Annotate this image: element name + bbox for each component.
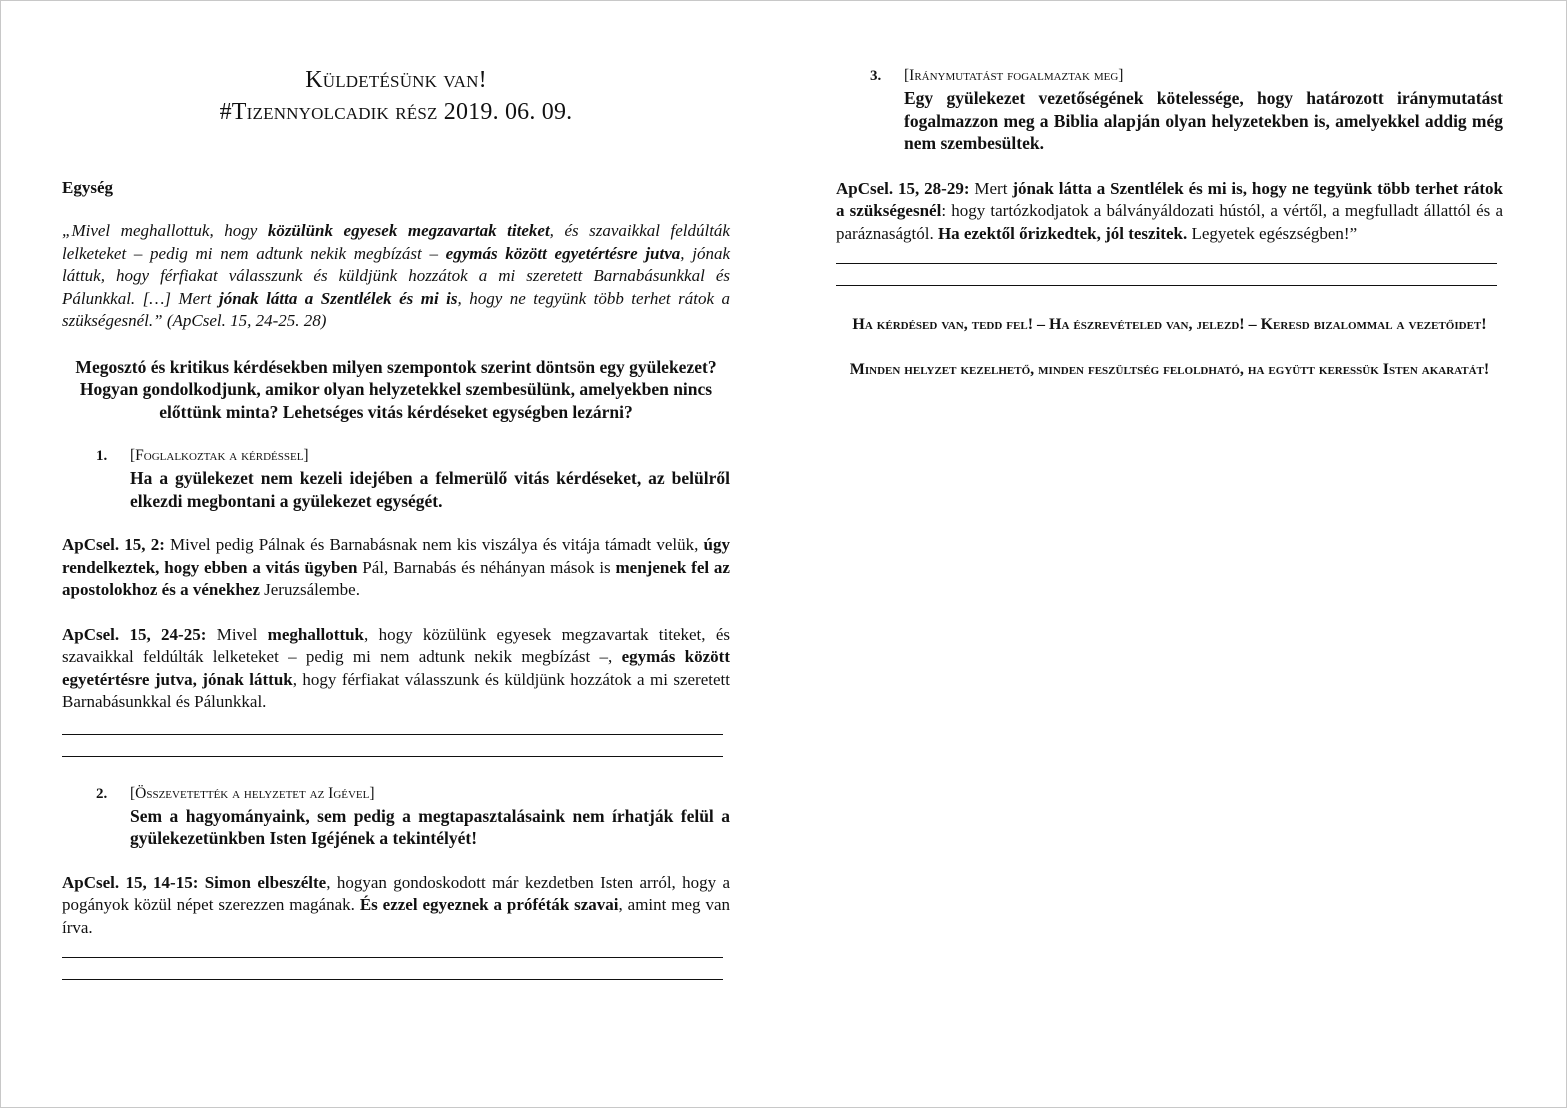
bold-text-run: ApCsel. 15, 14-15: Simon elbeszélte bbox=[62, 872, 327, 892]
text-run: , jónak láttuk, hogy férfiakat válasszunk és küldjünk hozzátok a mi szeretett Barnabásunkkal és Pálunkkal. […] Mert bbox=[62, 243, 730, 308]
text-run: „Mivel meghallottuk, hogy bbox=[62, 221, 268, 240]
bold-text-run: jónak látta a Szentlélek és mi is, hogy ne tegyünk több terhet rátok a szükségesnél bbox=[836, 178, 1504, 220]
bold-text-run: közülünk egyesek megzavartak titeket bbox=[267, 221, 550, 240]
right-column bbox=[836, 60, 1503, 381]
text-run: Mert bbox=[969, 178, 1013, 198]
text-run: , hogy férfiakat válasszunk és küldjünk hozzátok a mi szeretett Barnabásunkkal és Pálunkkal. bbox=[62, 669, 730, 711]
motto-questions: Ha kérdésed van, tedd fel! – Ha észrevételed van, jelezd! – Keresd bizalommal a vezetőidet! bbox=[852, 316, 1487, 333]
note-line bbox=[62, 756, 723, 757]
note-line bbox=[836, 285, 1497, 286]
bold-text-run: meghallottuk bbox=[267, 624, 365, 644]
point-number: 3. bbox=[870, 68, 882, 84]
bold-text-run: egymás között egyetértésre jutva, jónak láttuk bbox=[62, 647, 730, 689]
note-line bbox=[62, 957, 723, 958]
motto-unity: Minden helyzet kezelhető, minden feszültség feloldható, ha együtt keressük Isten akaratát! bbox=[849, 361, 1490, 378]
verse-acts-15-28-29 bbox=[836, 178, 1503, 246]
bold-text-run: ApCsel. 15, 24-25: bbox=[62, 624, 207, 644]
bold-text-run: És ezzel egyeznek a próféták szavai bbox=[359, 895, 619, 914]
point-label: [Foglalkoztak a kérdéssel] bbox=[130, 447, 309, 464]
point-number: 2. bbox=[96, 785, 108, 802]
title-line-2: #Tizennyolcadik rész 2019. 06. 09. bbox=[219, 99, 573, 125]
discussion-question: Megosztó és kritikus kérdésekben milyen szempontok szerint döntsön egy gyülekezet? Hogyan gondolkodjunk, amikor olyan helyzetekkel szembesülünk, amelyekben nincs előttünk minta? Lehetséges vitás kérdéseket egységben lezárni? bbox=[75, 356, 717, 422]
title-line-1: Küldetésünk van! bbox=[305, 67, 487, 93]
section-heading: Egység bbox=[62, 178, 113, 197]
note-lines bbox=[62, 734, 730, 757]
point-3 bbox=[870, 65, 1503, 155]
verse-acts-15-14-15 bbox=[62, 872, 730, 940]
text-run: , és szavaikkal feldúlták lelketeket – pedig mi nem adtunk nekik megbízást – bbox=[62, 221, 730, 263]
point-1 bbox=[96, 445, 730, 512]
text-run: , amint meg van írva. bbox=[62, 895, 730, 937]
point-text: Sem a hagyományaink, sem pedig a megtapasztalásaink nem írhatják felül a gyülekezetünkben Isten Igéjének a tekintélyét! bbox=[130, 805, 730, 848]
point-text: Ha a gyülekezet nem kezeli idejében a felmerülő vitás kérdéseket, az belülről elkezdi megbontani a gyülekezet egységét. bbox=[130, 468, 730, 511]
point-label: [Összevetették a helyzetet az Igével] bbox=[130, 784, 375, 802]
text-run: , hogy közülünk egyesek megzavartak titeket, és szavaikkal feldúlták lelketeket – pedig mi nem adtunk nekik megbízást –, bbox=[62, 624, 731, 666]
bold-text-run: úgy rendelkeztek, hogy ebben a vitás ügyben bbox=[62, 535, 730, 577]
note-line bbox=[836, 263, 1497, 264]
note-lines bbox=[836, 263, 1503, 286]
bold-text-run: ApCsel. 15, 28-29: bbox=[836, 178, 970, 198]
text-run: Jeruzsálembe. bbox=[259, 580, 360, 599]
verse-acts-15-24-25 bbox=[62, 624, 730, 714]
note-line bbox=[62, 734, 723, 735]
page-title bbox=[62, 64, 730, 128]
point-2 bbox=[96, 783, 730, 850]
left-column bbox=[62, 60, 730, 980]
note-lines bbox=[62, 957, 730, 980]
text-run: Legyetek egészségben!” bbox=[1187, 223, 1358, 243]
text-run: Mivel pedig Pálnak és Barnabásnak nem kis viszálya és vitája támadt velük, bbox=[164, 535, 704, 554]
text-run: Mivel bbox=[206, 624, 268, 644]
bold-text-run: Ha ezektől őrizkedtek, jól teszitek. bbox=[937, 223, 1188, 243]
text-run: Pál, Barnabás és néhányan mások is bbox=[357, 557, 616, 577]
intro-quote bbox=[62, 220, 730, 333]
bold-text-run: egymás között egyetértésre jutva bbox=[445, 243, 681, 263]
point-label: [Iránymutatást fogalmaztak meg] bbox=[904, 67, 1124, 84]
bold-text-run: menjenek fel az apostolokhoz és a vénekhez bbox=[62, 557, 730, 599]
note-line bbox=[62, 979, 723, 980]
bold-text-run: ApCsel. 15, 2: bbox=[62, 535, 165, 554]
bold-text-run: jónak látta a Szentlélek és mi is bbox=[219, 288, 458, 308]
text-run: , hogy ne tegyünk több terhet rátok a szükségesnél.” (ApCsel. 15, 24-25. 28) bbox=[62, 288, 730, 330]
text-run: : hogy tartózkodjatok a bálványáldozati hústól, a vértől, a megfulladt állattól és a paráznaságtól. bbox=[836, 201, 1503, 243]
point-text: Egy gyülekezet vezetőségének kötelessége, hogy határozott iránymutatást fogalmazzon meg a Biblia alapján olyan helyzetekben is, amelyekkel addig még nem szembesültek. bbox=[904, 88, 1503, 153]
text-run: , hogyan gondoskodott már kezdetben Isten arról, hogy a pogányok közül népet szerezzen magának. bbox=[62, 872, 730, 914]
verse-acts-15-2 bbox=[62, 534, 730, 602]
point-number: 1. bbox=[96, 448, 108, 464]
